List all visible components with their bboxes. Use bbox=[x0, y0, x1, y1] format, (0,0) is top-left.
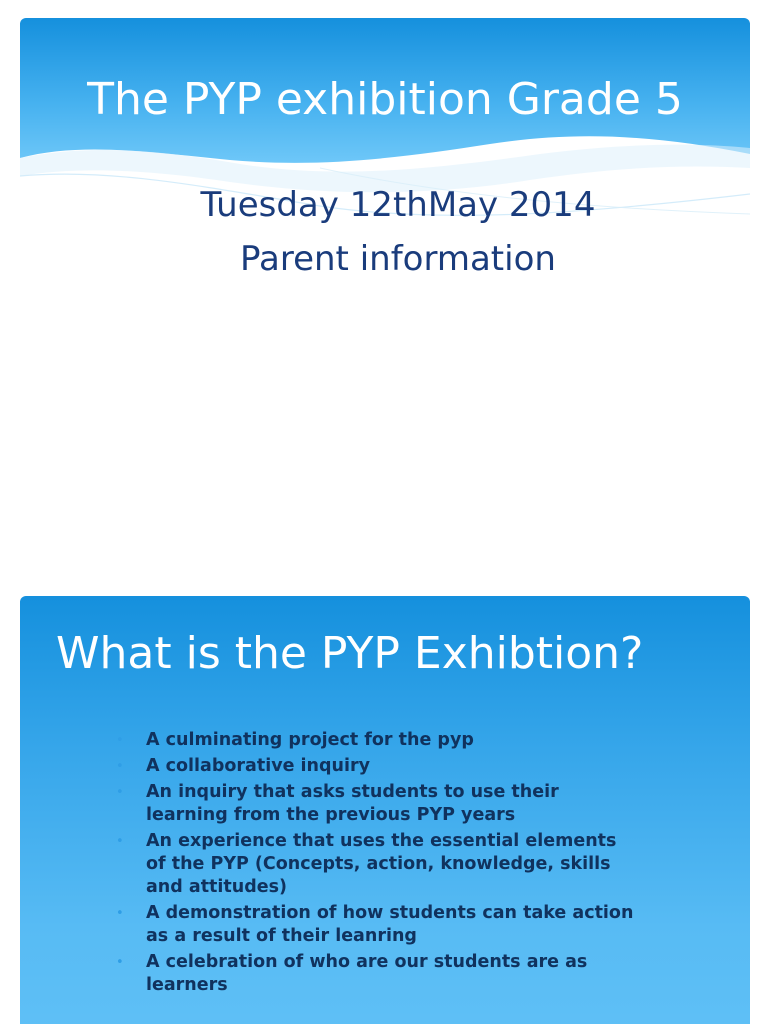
list-item bbox=[116, 781, 636, 827]
content-slide bbox=[20, 596, 750, 1024]
slide-subtitle bbox=[20, 178, 750, 286]
slide-heading: What is the PYP Exhibtion? bbox=[56, 628, 644, 679]
list-item bbox=[116, 830, 636, 899]
list-item bbox=[116, 755, 636, 778]
bullet-icon: • bbox=[116, 759, 124, 774]
list-item bbox=[116, 729, 636, 752]
bullet-icon: • bbox=[116, 733, 124, 748]
bullet-text: An inquiry that asks students to use their learning from the previous PYP years bbox=[146, 782, 559, 825]
bullet-text: A celebration of who are our students are as learners bbox=[146, 952, 588, 995]
bullet-text: A demonstration of how students can take action as a result of their leanring bbox=[146, 903, 634, 946]
list-item bbox=[116, 902, 636, 948]
bullet-text: A culminating project for the pyp bbox=[146, 730, 474, 750]
bullet-text: An experience that uses the essential elements of the PYP (Concepts, action, knowledge, skills and attitudes) bbox=[146, 831, 617, 897]
bullet-icon: • bbox=[116, 834, 124, 849]
bullet-text: A collaborative inquiry bbox=[146, 756, 371, 776]
bullet-icon: • bbox=[116, 785, 124, 800]
bullet-icon: • bbox=[116, 955, 124, 970]
list-item bbox=[116, 951, 636, 997]
bullet-icon: • bbox=[116, 906, 124, 921]
title-slide bbox=[20, 18, 750, 566]
subtitle-info: Parent information bbox=[240, 239, 556, 279]
slide-title: The PYP exhibition Grade 5 bbox=[87, 74, 683, 125]
bullet-list bbox=[116, 729, 636, 1000]
subtitle-date: Tuesday 12thMay 2014 bbox=[200, 185, 596, 225]
